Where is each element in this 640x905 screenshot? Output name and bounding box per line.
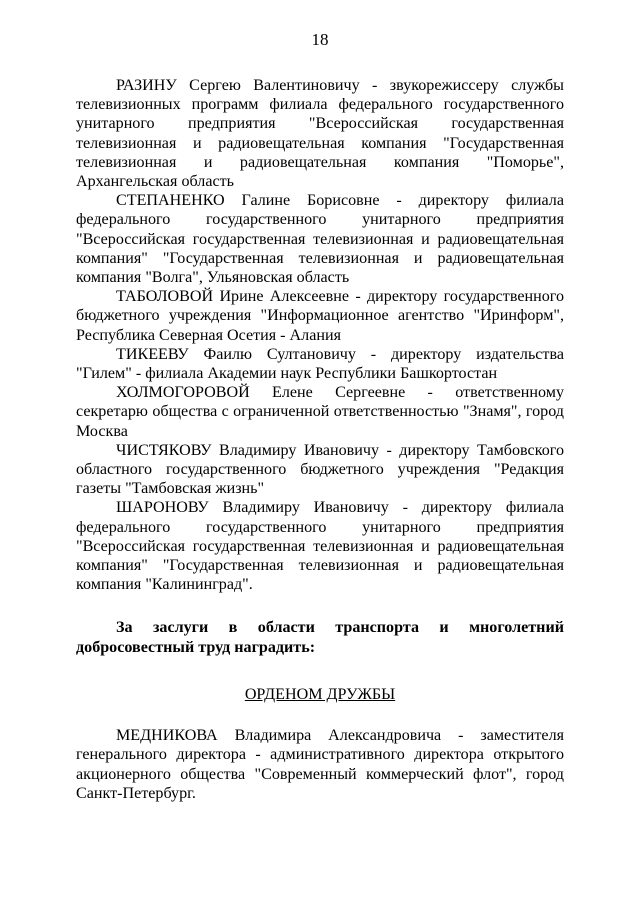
award-title: ОРДЕНОМ ДРУЖБЫ [244,685,396,703]
award-entry-razin: РАЗИНУ Сергею Валентиновичу - звукорежиссеру службы телевизионных программ филиала федерального государственного унитарного предприятия "Всероссийская государственная телевизионная и радиовещательная компания "Государственная телевизионная и радиовещательная компания "Поморье", Архангельская область [76,77,564,191]
award-entry-chistyakov: ЧИСТЯКОВУ Владимиру Ивановичу - директору Тамбовского областного государственного бюджетного учреждения "Редакция газеты "Тамбовская жизнь" [76,441,564,498]
award-entry-sharonov: ШАРОНОВУ Владимиру Ивановичу - директору филиала федерального государственного унитарного предприятия "Всероссийская государственная телевизионная и радиовещательная компания" "Государственная телевизионная и радиовещательная компания "Калининград". [76,499,564,594]
award-entry-mednikov: МЕДНИКОВА Владимира Александровича - заместителя генерального директора - административного директора открытого акционерного общества "Современный коммерческий флот", город Санкт-Петербург. [76,727,564,802]
award-entry-stepanenko: СТЕПАНЕНКО Галине Борисовне - директору филиала федерального государственного унитарного предприятия "Всероссийская государственная телевизионная и радиовещательная компания" "Государственная телевизионная и радиовещательная компания "Волга", Ульяновская область [76,192,564,287]
award-entry-tabolova: ТАБОЛОВОЙ Ирине Алексеевне - директору государственного бюджетного учреждения "Информационное агентство "Иринформ", Республика Северная Осетия - Алания [76,288,564,344]
page-number: 18 [311,30,329,49]
document-body [76,76,564,803]
award-entry-kholmogorova: ХОЛМОГОРОВОЙ Елене Сергеевне - ответственному секретарю общества с ограниченной ответственностью "Знамя", город Москва [76,384,564,440]
section-heading: За заслуги в области транспорта и многолетний добросовестный труд наградить: [76,619,564,656]
award-entry-tikeev: ТИКЕЕВУ Фаилю Султановичу - директору издательства "Гилем" - филиала Академии наук Республики Башкортостан [76,345,564,383]
